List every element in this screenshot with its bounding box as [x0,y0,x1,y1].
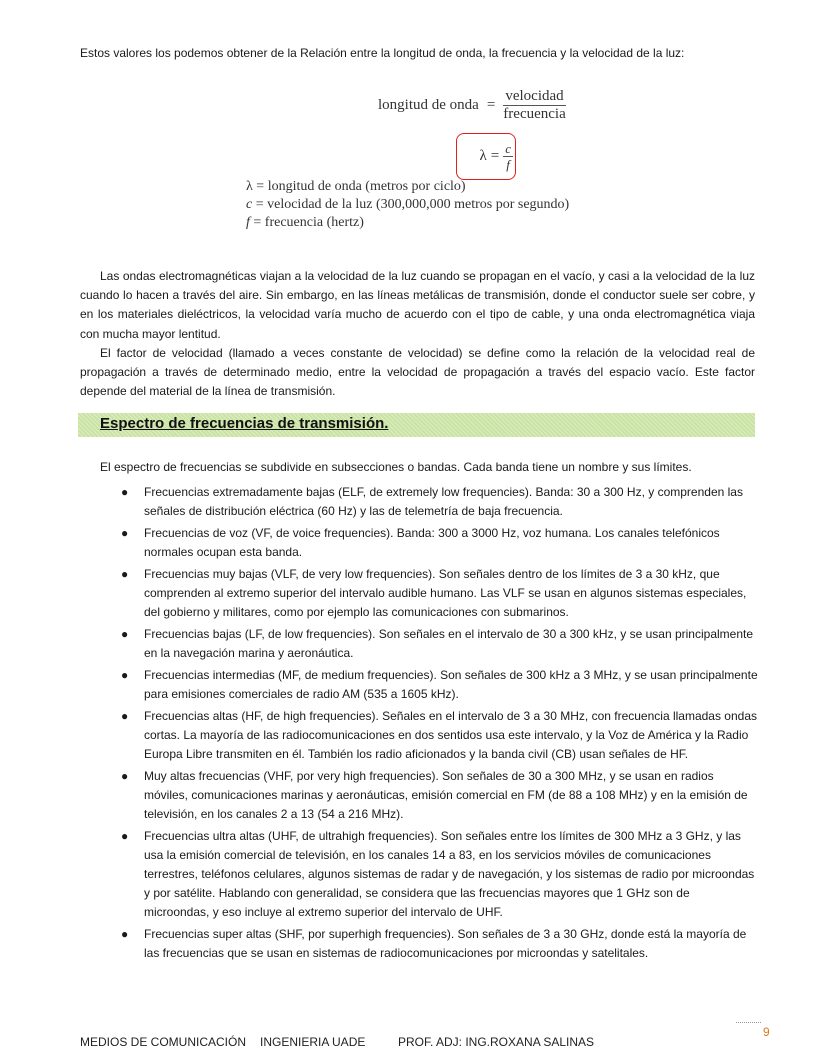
intro-text: Estos valores los podemos obtener de la Relación entre la longitud de onda, la frecuencia y la velocidad de la luz: [80,46,685,60]
lambda-symbol: λ [479,148,487,164]
lambda-formula-highlight [456,133,516,180]
list-item: ● Frecuencias muy bajas (VLF, de very low frequencies). Son señales dentro de los límites de 3 a 30 kHz, que comprenden al extremo superior del intervalo audible humano. Las VLF se usan en algunos sistemas especiales, del gobierno y militares, como por ejemplo las comunicaciones con submarinos. [121,567,747,619]
formula-eq: = [486,97,496,113]
list-item: ● Frecuencias super altas (SHF, por superhigh frequencies). Son señales de 3 a 30 GHz, donde está la mayoría de las frecuencias que se usan en sistemas de radiocomunicaciones por microondas y satelitales. [121,927,747,960]
definition-f: f = frecuencia (hertz) [246,215,364,230]
paragraph-velocity-factor: El factor de velocidad (llamado a veces constante de velocidad) se define como la relación de la velocidad real de propagación a través de determinado medio, entre la velocidad de propagación a través del espacio vacío. Este factor depende del material de la línea de transmisión. [80,346,755,399]
bullet-icon: ● [121,485,129,499]
paragraph-propagation: Las ondas electromagnéticas viajan a la velocidad de la luz cuando se propagan en el vacío, y casi a la velocidad de la luz cuando lo hacen a través del aire. Sin embargo, en las líneas metálicas de transmisión, donde el conductor suele ser cobre, y en los materiales dieléctricos, la velocidad varía mucho de acuerdo con el tipo de cable, y una onda electromagnética viaja con mucha mayor lentitud. [80,269,755,341]
bullet-icon: ● [121,526,129,540]
formula-numerator: velocidad [505,88,564,104]
footer-school: INGENIERIA UADE [260,1035,366,1049]
page-number-rule [736,1022,761,1023]
bullet-icon: ● [121,769,129,783]
list-item: ● Frecuencias bajas (LF, de low frequencies). Son señales en el intervalo de 30 a 300 kHz, y se usan principalmente en la navegación marina y aeronáutica. [121,627,754,660]
list-item: ● Frecuencias intermedias (MF, de medium frequencies). Son señales de 300 kHz a 3 MHz, y se usan principalmente para emisiones comerciales de radio AM (535 a 1605 kHz). [121,668,758,701]
list-item: ● Frecuencias de voz (VF, de voice frequencies). Banda: 300 a 3000 Hz, voz humana. Los canales telefónicos normales ocupan esta banda. [121,526,720,559]
formula-eq2: = [490,148,500,164]
bullet-icon: ● [121,668,129,682]
c-over-f [503,141,513,172]
list-item: ● Frecuencias extremadamente bajas (ELF, de extremely low frequencies). Banda: 30 a 300 Hz, y comprenden las señales de distribución eléctrica (60 Hz) y las de telemetría de baja frecuencia. [121,485,743,518]
f-symbol: f [506,157,510,172]
definition-c: c = velocidad de la luz (300,000,000 metros por segundo) [246,197,570,212]
bullet-icon: ● [121,829,129,843]
frequency-band-list [100,483,758,966]
bullet-icon: ● [121,927,129,941]
footer-professor: PROF. ADJ: ING.ROXANA SALINAS [398,1035,595,1049]
section-heading: Espectro de frecuencias de transmisión. [100,415,389,432]
formula-definitions [246,178,569,232]
bullet-icon: ● [121,709,129,723]
lead-text: El espectro de frecuencias se subdivide en subsecciones o bandas. Cada banda tiene un nombre y sus límites. [100,460,692,474]
formula-denominator: frecuencia [503,106,566,122]
bullet-icon: ● [121,567,129,581]
formula-lhs: longitud de onda [378,97,479,113]
page-number: 9 [763,1025,770,1039]
c-symbol: c [505,141,511,156]
definition-lambda: λ = longitud de onda (metros por ciclo) [246,179,466,194]
bullet-icon: ● [121,627,129,641]
list-item: ● Muy altas frecuencias (VHF, por very high frequencies). Son señales de 30 a 300 MHz, y se usan en radios móviles, comunicaciones marinas y aeronáuticas, emisión comercial en FM (de 88 a 108 MHz) y en la emisión de televisión, en los canales 2 a 13 (54 a 216 MHz). [121,769,748,821]
footer-course: MEDIOS DE COMUNICACIÓN [80,1035,247,1049]
formula-fraction [503,88,565,123]
list-item: ● Frecuencias altas (HF, de high frequencies). Señales en el intervalo de 3 a 30 MHz, con frecuencia llamadas ondas cortas. La mayoría de las radiocomunicaciones en dos sentidos usa este intervalo, y la Voz de América y la Radio Europa Libre transmiten en él. También los radio aficionados y la banda civil (CB) usan señales de HF. [121,709,758,761]
wavelength-formula [378,88,566,123]
list-item: ● Frecuencias ultra altas (UHF, de ultrahigh frequencies). Son señales entre los límites de 300 MHz a 3 GHz, y las usa la emisión comercial de televisión, en los canales 14 a 83, en los servicios móviles de comunicaciones terrestres, teléfonos celulares, algunos sistemas de radar y de navegación, y los sistemas de radio por microondas y por satélite. Hablando con generalidad, se considera que las frecuencias mayores que 1 GHz son de microondas, y eso incluye al extremo superior del intervalo de UHF. [121,829,755,919]
